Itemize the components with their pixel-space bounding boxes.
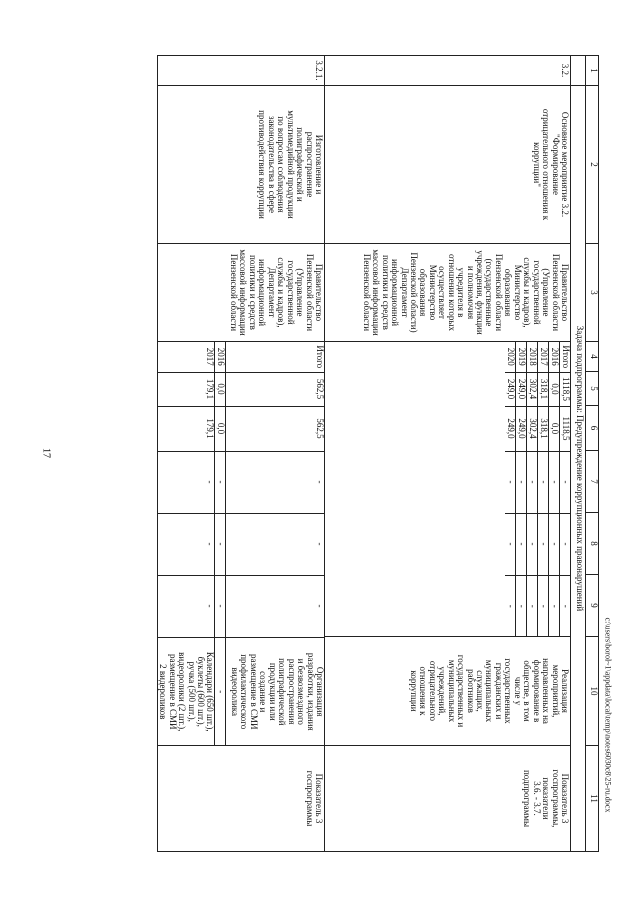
table-row [157, 55, 324, 851]
row-number: 3.2. [325, 55, 571, 85]
col-header-4: 4 [586, 341, 599, 371]
value-col5: 1118,5 [560, 372, 571, 406]
task-row [571, 55, 586, 851]
col-header-8: 8 [586, 512, 599, 574]
col-header-6: 6 [586, 405, 599, 450]
expected-result-2017: Календари (650 шт.), буклеты (600 шт.), ручка (500 шт.), видеоролики (2 шт.), размещение в СМИ 2 видероликов [158, 637, 215, 746]
col-header-2: 2 [586, 85, 599, 243]
table-row [325, 55, 571, 851]
value-col8: - [538, 513, 549, 575]
year-cell: Итого [226, 342, 324, 372]
expected-result-2016: - [215, 637, 226, 746]
expected-result-total: Организация разработки, издания и безвозмездного распространения полиграфической продукции или создание и размещение в СМИ профилактического видеоролика [230, 652, 325, 731]
col-header-5: 5 [586, 371, 599, 405]
value-col8: - [516, 513, 527, 575]
program-table [157, 55, 599, 852]
value-col6: 302,4 [527, 406, 538, 451]
value-col7: - [158, 451, 215, 513]
value-col5: 0,0 [549, 372, 560, 406]
value-col6: 318,1 [538, 406, 549, 451]
value-col9: - [226, 575, 324, 637]
value-col9: - [549, 575, 560, 637]
value-col9: - [527, 575, 538, 637]
value-col5: 318,1 [538, 372, 549, 406]
value-col8: - [527, 513, 538, 575]
value-col9: - [158, 575, 215, 637]
year-row [226, 342, 324, 746]
indicator: Показатель 3 госпрограммы, показатели 3.6. - 3.7. подпрограммы [325, 745, 571, 851]
page-number: 17 [40, 448, 52, 458]
col-header-9: 9 [586, 574, 599, 636]
year-cell: 2019 [516, 342, 527, 372]
years-block [157, 341, 324, 745]
activity-name: Основное мероприятие 3.2. "Формирование отрицательного отношения к коррупции" [325, 85, 571, 243]
value-col6: 249,0 [516, 406, 527, 451]
value-col7: - [538, 451, 549, 513]
year-cell: 2017 [538, 342, 549, 372]
years-subtable [505, 342, 570, 637]
value-col5: 0,0 [215, 372, 226, 406]
value-col6: 1118,5 [560, 406, 571, 451]
value-col8: - [215, 513, 226, 575]
executor: Правительство Пензенской области (Управление государственной службы и кадров), Департамент информационной политики и средств массовой информации Пензенской области [157, 243, 324, 341]
col-header-7: 7 [586, 450, 599, 512]
task-title-spacer [571, 55, 586, 85]
year-row [215, 342, 226, 746]
value-col7: - [505, 451, 516, 513]
year-row [560, 342, 571, 637]
value-col5: 302,4 [527, 372, 538, 406]
value-col9: - [538, 575, 549, 637]
year-cell: 2016 [549, 342, 560, 372]
value-col7: - [527, 451, 538, 513]
value-col6: 0,0 [215, 406, 226, 451]
indicator: Показатель 3 госпрограммы [157, 745, 324, 851]
col-header-10: 10 [586, 636, 599, 745]
value-col6: 0,0 [549, 406, 560, 451]
value-col5: 249,0 [516, 372, 527, 406]
year-cell: 2017 [158, 342, 215, 372]
year-row [516, 342, 527, 637]
activity-name: Изготовление и распространение полиграфической и мультимедийной продукции по вопросам соблюдения законодательства в сфере противодействия коррупции [157, 85, 324, 243]
task-title: Задача подпрограммы: Предупреждение коррупционных правонарушений [571, 85, 586, 851]
value-col8: - [505, 513, 516, 575]
rotated-table-container [41, 55, 599, 851]
value-col5: 249,0 [505, 372, 516, 406]
year-row [158, 342, 215, 746]
value-col8: - [560, 513, 571, 575]
year-row [527, 342, 538, 637]
header-row [586, 55, 599, 851]
value-col7: - [215, 451, 226, 513]
year-cell: 2016 [215, 342, 226, 372]
expected-result: Реализация мероприятий, направленных на формирование в обществе, в том числе у государственных гражданских и муниципальных служащих, работников государственных и муниципальных учреждений, отрицательного отношения к коррупции [325, 636, 571, 745]
years-subtable [158, 342, 324, 746]
value-col7: - [549, 451, 560, 513]
value-col7: - [516, 451, 527, 513]
year-row [505, 342, 516, 637]
value-col8: - [549, 513, 560, 575]
col-header-11: 11 [586, 745, 599, 851]
value-col6: 562,5 [226, 406, 324, 451]
year-row [549, 342, 560, 637]
file-path-footer: c:\users\borol~1\appdata\local\temp\notes6030c8\25-ru.docx [603, 617, 613, 813]
value-col9: - [561, 604, 571, 608]
year-cell: 2020 [505, 342, 516, 372]
col-header-1: 1 [586, 55, 599, 85]
executor: Правительство Пензенской области (Управление государственной службы и кадров), Министерство образования Пензенской области (государственные учреждения, функции и полномочия учредителя в отношении которых осуществляет Министерство образования Пензенской области) Департамент информационной политики и средств массовой информации Пензенской области [325, 243, 571, 341]
col-header-3: 3 [586, 243, 599, 341]
value-col9: - [505, 575, 516, 637]
value-col7: - [226, 451, 324, 513]
year-row [538, 342, 549, 637]
value-col6: 249,0 [505, 406, 516, 451]
year-cell: 2018 [527, 342, 538, 372]
value-col8: - [158, 513, 215, 575]
value-col9: - [215, 575, 226, 637]
value-col9: - [516, 575, 527, 637]
value-col8: - [226, 513, 324, 575]
value-col7: - [560, 451, 571, 513]
row-number: 3.2.1. [157, 55, 324, 85]
value-col5: 179,1 [158, 372, 215, 406]
year-cell: Итого [560, 342, 571, 372]
value-col6: 179,1 [158, 406, 215, 451]
years-block [325, 341, 571, 636]
value-col5: 562,5 [226, 372, 324, 406]
